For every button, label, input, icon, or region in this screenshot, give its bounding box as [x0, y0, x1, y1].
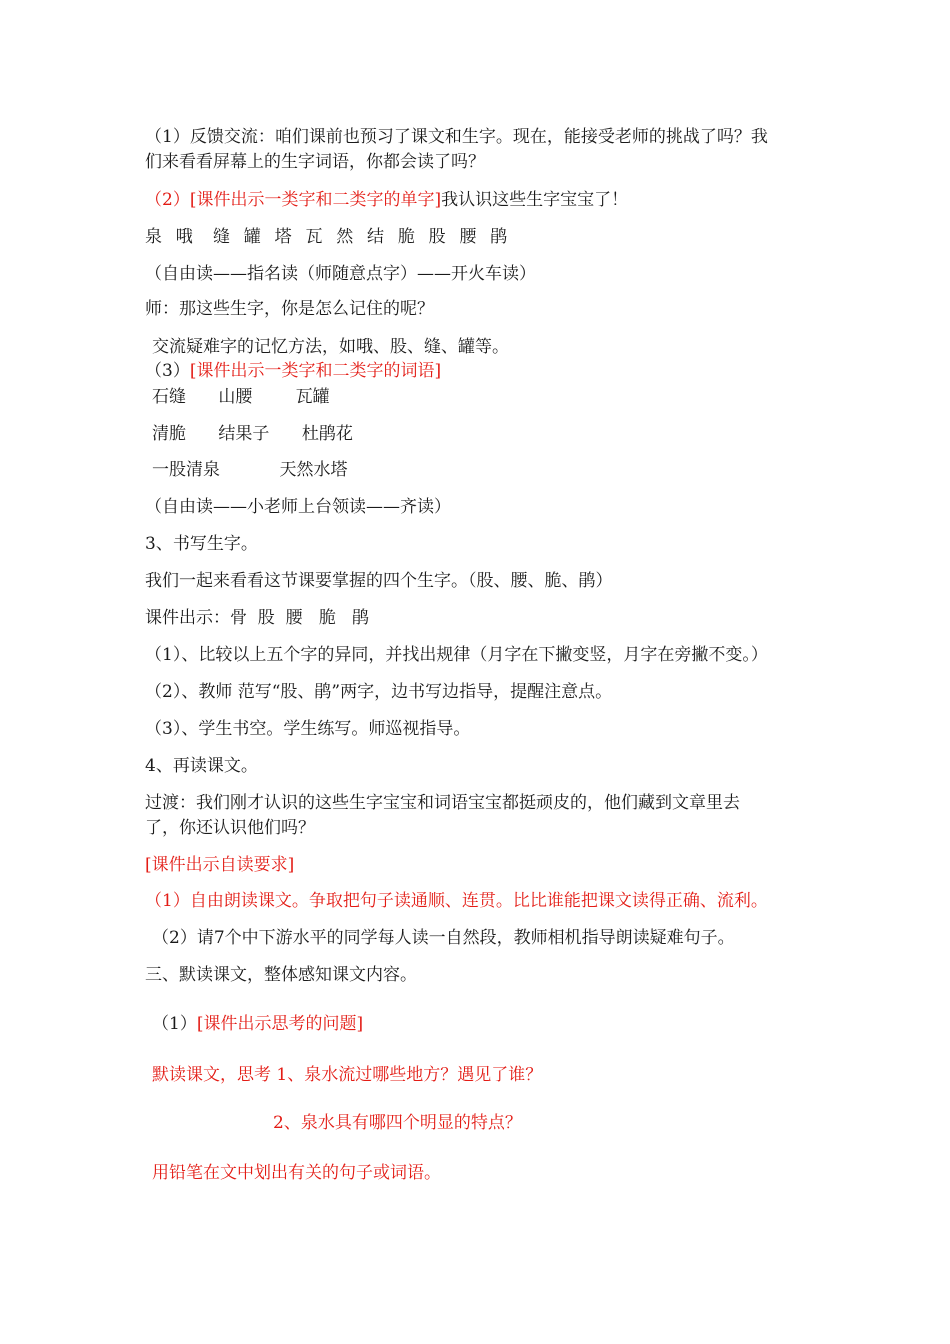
- transition-line2: 了，你还认识他们吗？: [145, 818, 315, 838]
- courseware-chars-label: （2）[课件出示一类字和二类字的单字]: [145, 190, 442, 210]
- courseware-reading-requirements: [课件出示自读要求]: [145, 855, 295, 875]
- requirement-1: （1）自由朗读课文。争取把句子读通顺、连贯。比比谁能把课文读得正确、流利。: [145, 891, 768, 911]
- memory-method-note: 交流疑难字的记忆方法，如哦、股、缝、罐等。: [152, 337, 509, 357]
- reading-method-note: （自由读——指名读（师随意点字）——开火车读）: [145, 264, 536, 284]
- transition-line1: 过渡：我们刚才认识的这些生字宝宝和词语宝宝都挺顽皮的，他们藏到文章里去: [145, 793, 740, 813]
- step-student-practice: （3）、学生书空。学生练写。师巡视指导。: [145, 719, 471, 739]
- word-reading-note: （自由读——小老师上台领读——齐读）: [145, 497, 451, 517]
- teacher-question: 师：那这些生字，你是怎么记住的呢？: [145, 299, 434, 319]
- section-write-characters: 3、书写生字。: [145, 534, 258, 554]
- word-row-1: 石缝 山腰 瓦罐: [152, 387, 330, 407]
- paragraph-feedback-line1: （1）反馈交流：咱们课前也预习了课文和生字。现在，能接受老师的挑战了吗？我: [145, 127, 768, 147]
- courseware-words-number: （3）: [145, 361, 190, 381]
- step-compare-characters: （1）、比较以上五个字的异同，并找出规律（月字在下撇变竖，月字在旁撇不变。）: [145, 645, 768, 665]
- four-characters-intro: 我们一起来看看这节课要掌握的四个生字。（股、腰、脆、鹃）: [145, 571, 613, 591]
- pencil-instruction: 用铅笔在文中划出有关的句子或词语。: [152, 1163, 441, 1183]
- courseware-questions-number: （1）: [152, 1014, 197, 1034]
- section-reread-text: 4、再读课文。: [145, 756, 258, 776]
- paragraph-feedback-line2: 们来看看屏幕上的生字词语，你都会读了吗？: [145, 152, 485, 172]
- word-row-3: 一股清泉 天然水塔: [152, 460, 348, 480]
- courseware-questions-label: [课件出示思考的问题]: [196, 1014, 364, 1034]
- word-row-2: 清脆 结果子 杜鹃花: [152, 424, 353, 444]
- courseware-show-characters: 课件出示：骨 股 腰 脆 鹃: [145, 608, 370, 628]
- courseware-words-label: [课件出示一类字和二类字的词语]: [189, 361, 442, 381]
- paragraph-courseware-words: [145, 360, 441, 382]
- new-characters-row: 泉 哦 缝 罐 塔 瓦 然 结 脆 股 腰 鹃: [145, 227, 509, 247]
- requirement-2: （2）请7个中下游水平的同学每人读一自然段，教师相机指导朗读疑难句子。: [152, 928, 735, 948]
- section-silent-reading: 三、默读课文，整体感知课文内容。: [145, 965, 417, 985]
- thinking-question-2: 2、泉水具有哪四个明显的特点？: [273, 1113, 522, 1133]
- step-teacher-demo: （2）、教师 范写“股、鹃”两字，边书写边指导，提醒注意点。: [145, 682, 613, 702]
- thinking-question-1: 默读课文，思考 1、泉水流过哪些地方？遇见了谁？: [152, 1065, 543, 1085]
- courseware-chars-text: 我认识这些生字宝宝了！: [441, 190, 629, 210]
- paragraph-courseware-chars: [145, 189, 628, 211]
- paragraph-courseware-questions: [152, 1013, 363, 1035]
